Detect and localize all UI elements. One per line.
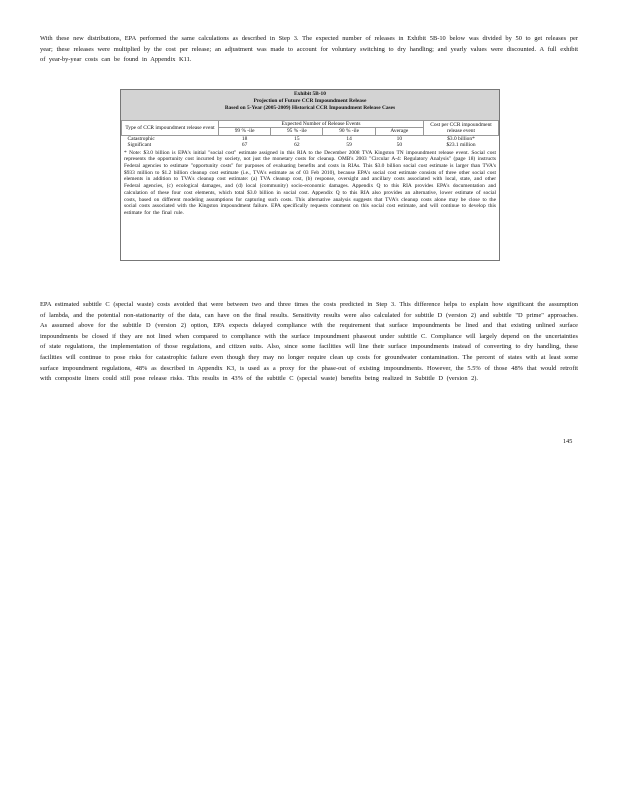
row-cost: $23.1 million [446,142,476,149]
exhibit-table-box [120,89,500,261]
row-p99: 18 [241,135,248,142]
row-p90: 59 [346,142,352,149]
row-p99: 67 [241,142,248,149]
exhibit-header [121,90,499,120]
sub-header-99: 99 % -ile [219,128,271,135]
row-cost: $3.0 billion* [447,135,475,142]
row-p90: 14 [346,135,352,142]
row-avg: 50 [396,142,403,149]
row-type: Catastrophic [127,135,155,142]
sub-header-95: 95 % -ile [271,128,323,135]
col-header-type: Type of CCR impoundment release event [122,121,219,136]
sub-header-average: Average [375,128,423,135]
page-number: 145 [563,438,573,445]
row-avg: 10 [396,135,403,142]
conclusion-paragraph: EPA estimated subtitle C (special waste) costs avoided that were between two and three times the costs predicted in Step 3. This difference helps to explain how significant the assumption of lambda, and the potential non-stationarity of the data, can have on the final results. Sensitivity results were also calculated for subtitle D (version 2) and subtitle "D prime" approaches. As assumed above for the subtitle D (version 2) option, EPA expects delayed compliance with the requirement that surface impoundments be lined and that existing unlined surface impoundments be closed if they are not lined when compared to compliance with the surface impoundment phaseout under subtitle C. Compliance will largely depend on the uncertainties of state regulations, the implementation of those regulations, and citizen suits. Also, since some facilities will line their surface impoundments instead of converting to dry handling, these facilities will continue to pose risks for catastrophic failure even though they may no longer require clean up costs for groundwater contamination. The percent of states with at least some surface impoundment regulations, 48% as described in Appendix K3, is used as a proxy for the phase-out of existing impoundments. However, the 5.5% of those 48% that would retrofit with composite liners could still pose release risks. This results in 43% of the subtitle C (special waste) benefits being realized in Subtitle D (version 2). [40,301,578,383]
exhibit-table [121,120,499,149]
sub-header-90: 90 % -ile [323,128,375,135]
exhibit-title-line1: Projection of Future CCR Impoundment Release [253,98,367,104]
row-p95: 62 [294,142,300,149]
exhibit-label: Exhibit 5B-10 [294,91,326,97]
row-p95: 15 [294,135,300,142]
exhibit-title-line2: Based on 5-Year (2005-2009) Historical CCR Impoundment Release Cases [224,105,396,111]
col-header-expected: Expected Number of Release Events [219,121,424,128]
exhibit-footnote: * Note: $3.0 billion is EPA's initial "social cost" estimate assigned in this RIA to the December 2008 TVA Kingston TN impoundment release event. Social cost represents the opportunity cost incurred by society, not just the monetary costs for cleanup. OMB's 2003 "Circular A-4: Regulatory Analysis" (page 18) instructs Federal agencies to estimate "opportunity costs" for purposes of evaluating benefits and costs in RIAs. This $3.0 billion social cost estimate is larger than TVA's $933 million to $1.2 billion cleanup cost estimate (i.e., TVA's estimate as of 03 Feb 2010), because EPA's social cost estimate consists of three other social cost elements in addition to TVA's cleanup cost estimate: (a) TVA cleanup cost, (b) response, oversight and ancillary costs associated with local, state, and other Federal agencies, (c) ecological damages, and (d) local (community) socio-economic damages. Appendix Q to this RIA provides EPA's documentation and calculation of these four cost elements, which total $3.0 billion in social cost. Appendix Q to this RIA also provides an alternative, lower estimate of social costs, based on different modeling assumptions for capturing such costs. This alternative analysis suggests that TVA's cleanup costs alone may be close to the social costs associated with the Kingston impoundment failure. EPA specifically requests comment on this social cost estimate, and will continue to develop this estimate for the final rule. [124,149,496,216]
intro-paragraph: With these new distributions, EPA performed the same calculations as described in Step 3. The expected number of releases in Exhibit 5B-10 below was divided by 50 to get releases per year; these releases were multiplied by the cost per release; an adjustment was made to account for voluntary switching to dry handling; and yearly values were discounted. A full exhibit of year-by-year costs can be found in Appendix K11. [40,35,578,64]
table-row [122,135,499,142]
col-header-cost: Cost per CCR impoundment release event [424,121,499,136]
row-type: Significant [127,142,152,149]
